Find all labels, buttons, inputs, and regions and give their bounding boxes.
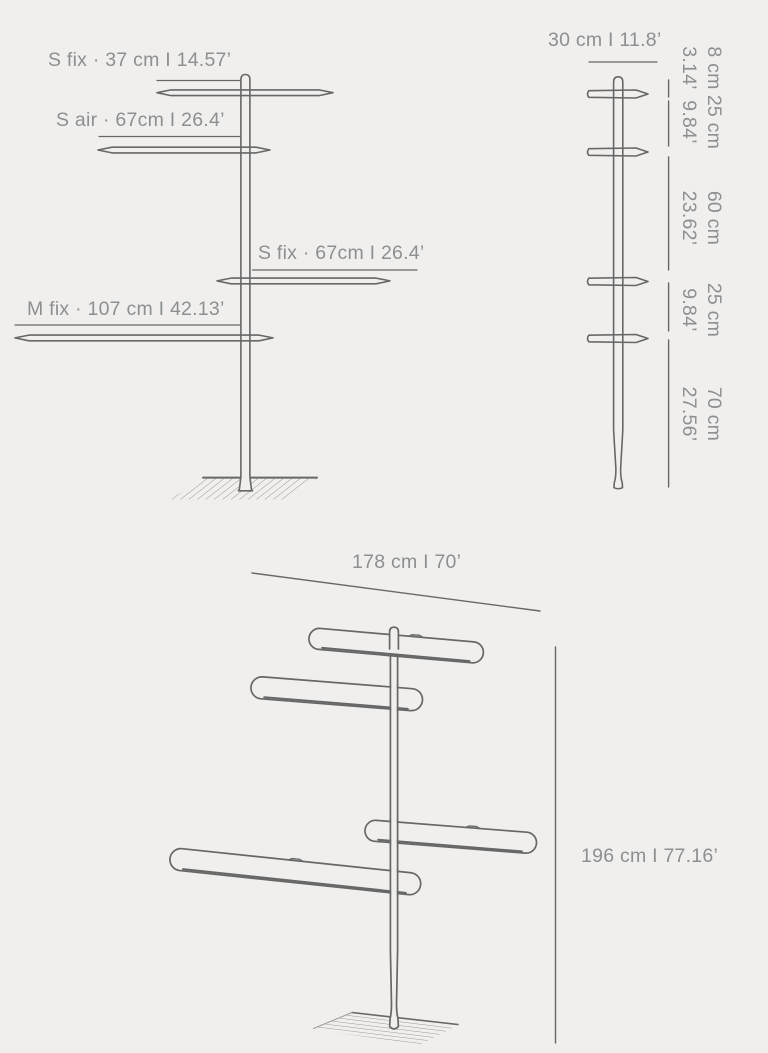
segment-ft-value: 9.84’ bbox=[678, 100, 700, 144]
side-view bbox=[588, 62, 669, 489]
label-shelf-s-fix-37: S fix · 37 cm I 14.57’ bbox=[48, 49, 232, 71]
label-segment-70cm bbox=[676, 387, 726, 442]
label-segment-8cm bbox=[676, 46, 726, 90]
segment-cm-value: 25 cm bbox=[703, 282, 725, 338]
label-segment-25cm-lower bbox=[676, 283, 726, 337]
label-segment-60cm bbox=[676, 191, 726, 246]
segment-ft-value: 23.62’ bbox=[678, 190, 700, 246]
label-shelf-s-air-67: S air · 67cm I 26.4’ bbox=[56, 109, 225, 131]
label-segment-25cm-upper bbox=[676, 95, 726, 149]
perspective-view bbox=[169, 573, 556, 1045]
segment-cm-value: 25 cm bbox=[703, 94, 725, 150]
perspective-shelf-d bbox=[169, 846, 422, 896]
perspective-ground-hatch bbox=[313, 1013, 458, 1045]
segment-cm-value: 8 cm bbox=[703, 46, 725, 90]
label-shelf-s-fix-67: S fix · 67cm I 26.4’ bbox=[258, 242, 425, 264]
segment-ft-value: 27.56’ bbox=[678, 386, 700, 442]
segment-ft-value: 9.84’ bbox=[678, 288, 700, 332]
front-shelf-m-fix-107 bbox=[15, 335, 273, 341]
label-depth-30cm: 30 cm I 11.8’ bbox=[548, 29, 662, 51]
front-view bbox=[15, 75, 417, 500]
label-width-178cm: 178 cm I 70’ bbox=[352, 551, 462, 573]
width-dimension-line bbox=[252, 573, 540, 611]
perspective-pole-cap bbox=[390, 627, 399, 649]
segment-cm-value: 60 cm bbox=[703, 190, 725, 246]
label-shelf-m-fix-107: M fix · 107 cm I 42.13’ bbox=[27, 298, 225, 320]
label-height-196cm: 196 cm I 77.16’ bbox=[581, 845, 719, 867]
segment-cm-value: 70 cm bbox=[703, 386, 725, 442]
segment-ft-value: 3.14’ bbox=[678, 46, 700, 90]
side-pole bbox=[614, 77, 623, 489]
